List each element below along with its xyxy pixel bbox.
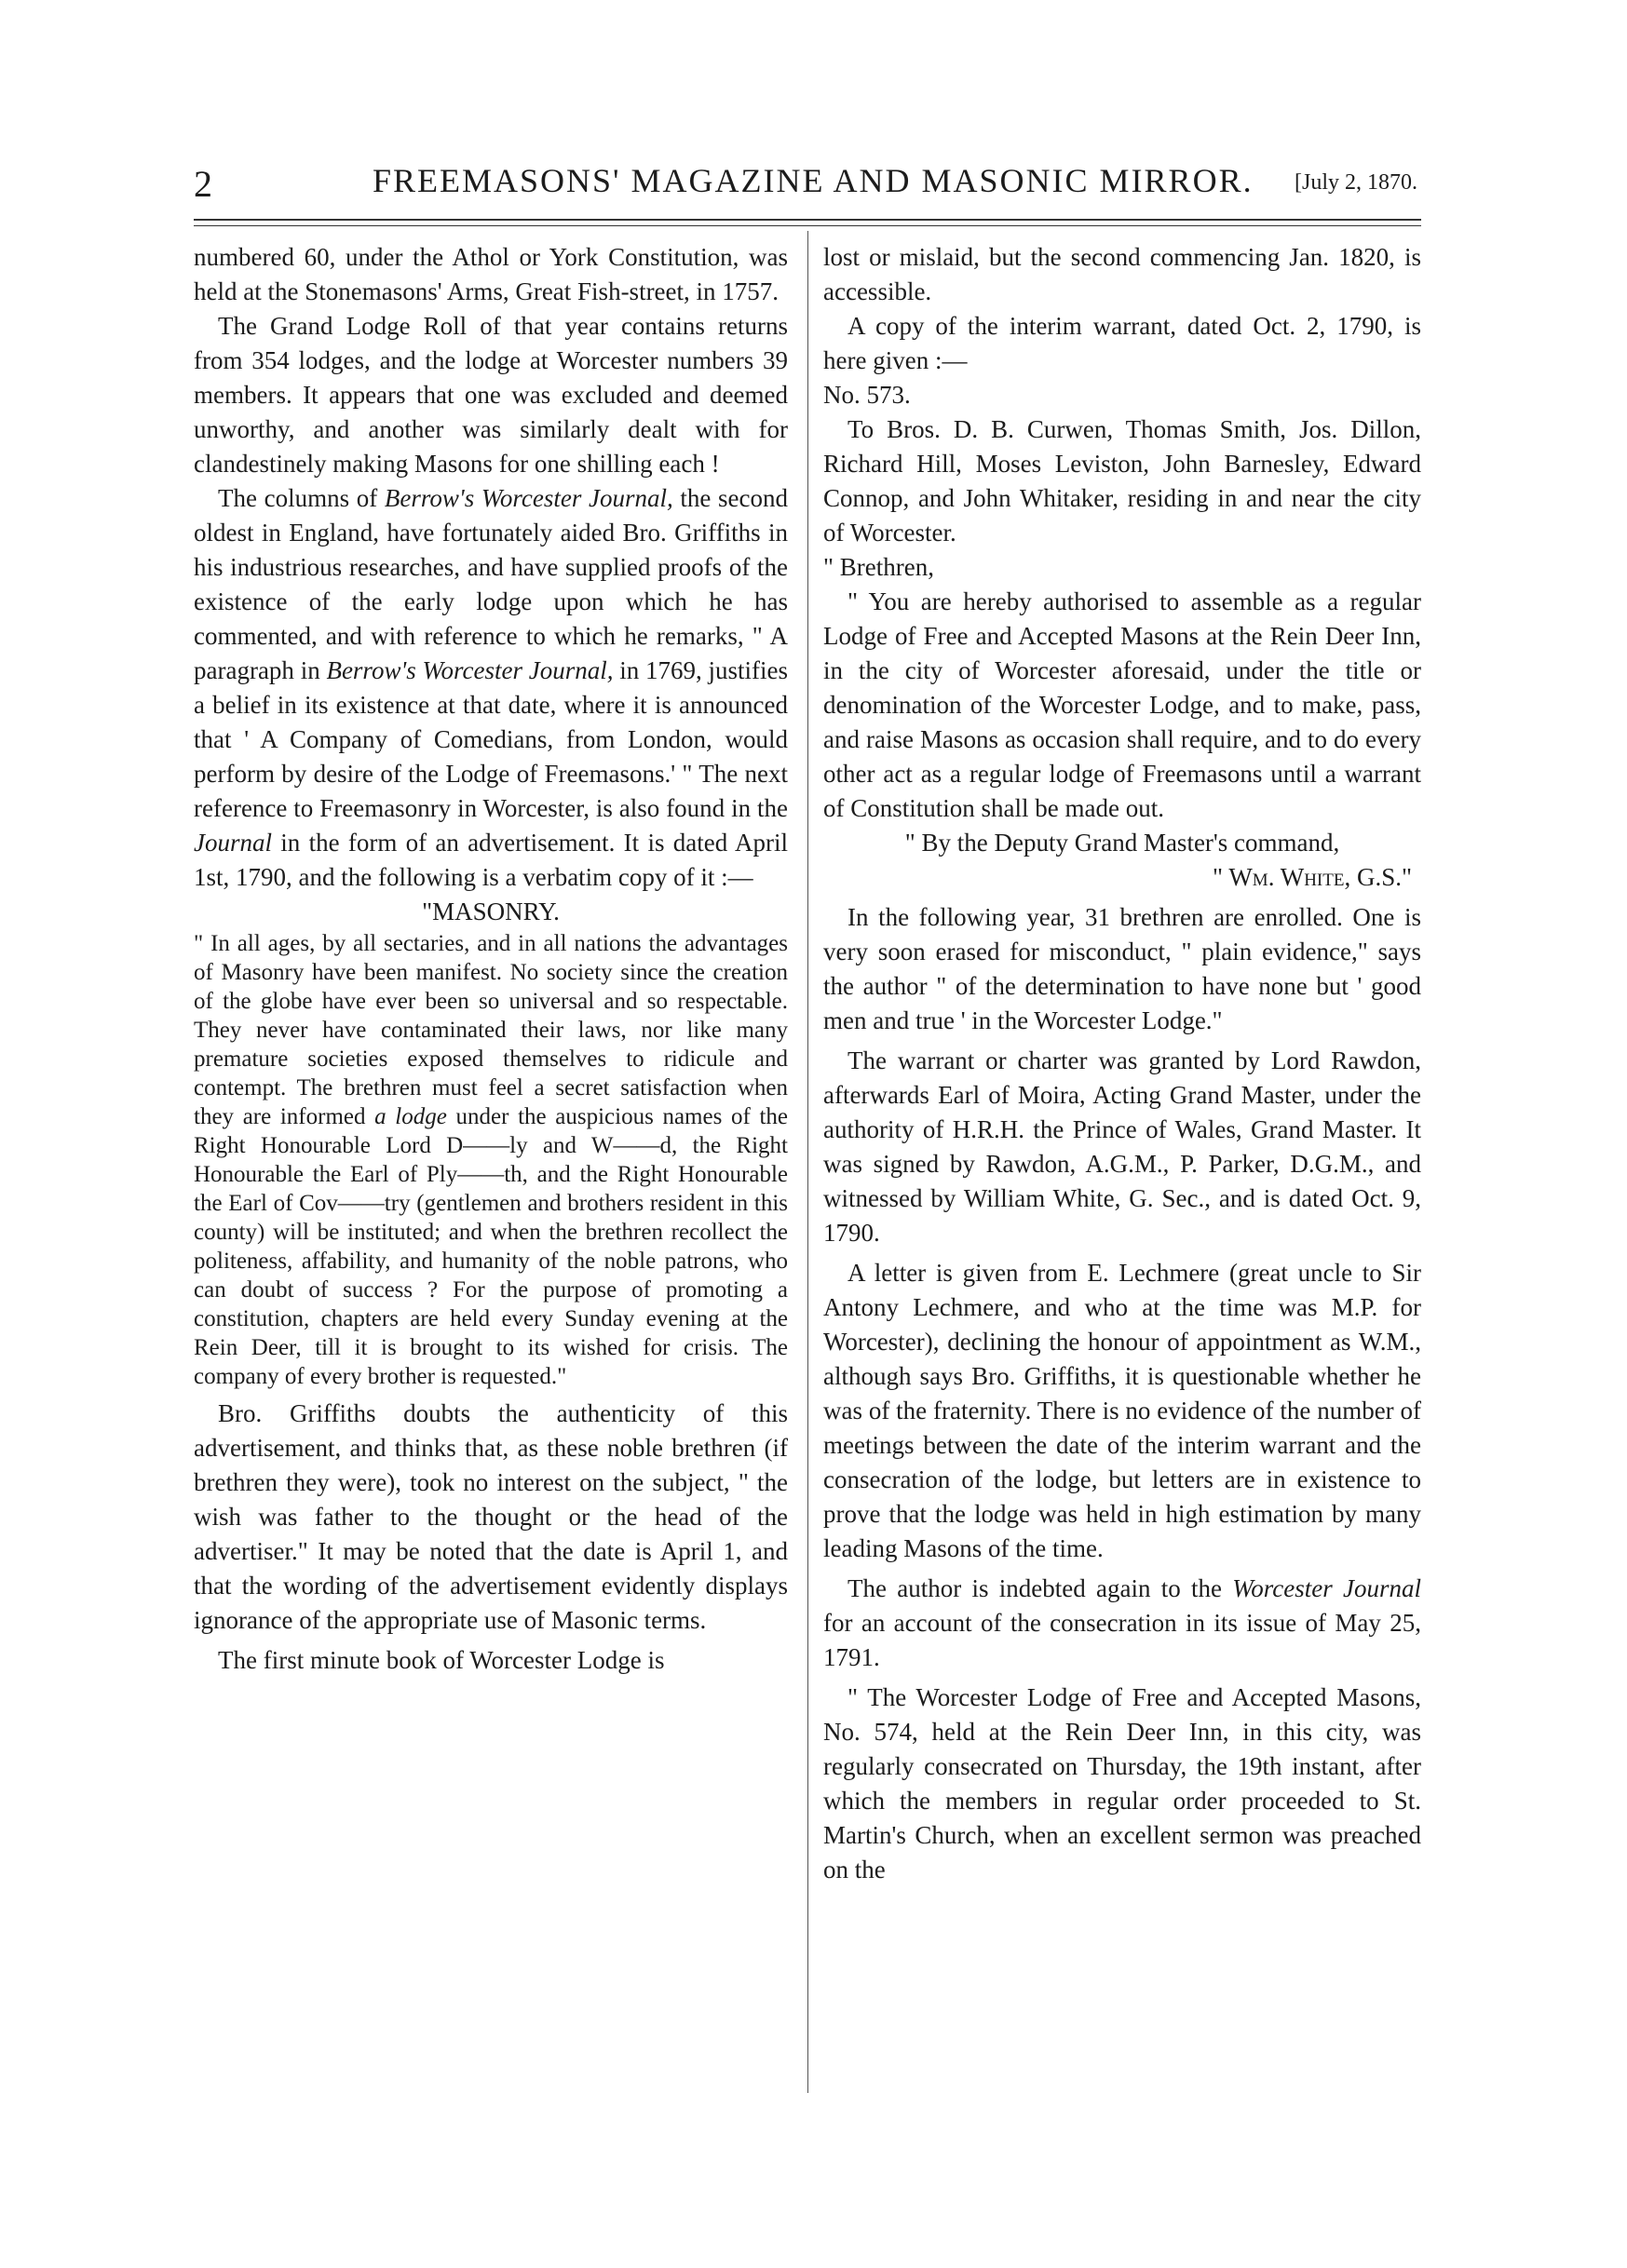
- paragraph: Bro. Griffiths doubts the authenticity of this advertisement, and thinks that, as these noble brethren (if brethren they were), took no interest on the subject, " the wish was father to the thought or the head of the advertiser." It may be noted that the date is April 1, and that the wording of the advertisement evidently displays ignorance of the appropriate use of Masonic terms.: [194, 1399, 788, 1634]
- paragraph: The warrant or charter was granted by Lord Rawdon, afterwards Earl of Moira, Acting Grand Master, under the authority of H.R.H. the Prince of Wales, Grand Master. It was signed by Rawdon, A.G.M., P. Parker, D.G.M., and witnessed by William White, G. Sec., and is dated Oct. 9, 1790.: [823, 1046, 1421, 1247]
- paragraph: A copy of the interim warrant, dated Oct. 2, 1790, is here given :—: [823, 312, 1421, 374]
- paragraph: To Bros. D. B. Curwen, Thomas Smith, Jos. Dillon, Richard Hill, Moses Leviston, John Barnesley, Edward Connop, and John Whitaker, residing in and near the city of Worcester.: [823, 415, 1421, 547]
- warrant-number: No. 573.: [823, 381, 911, 409]
- paragraph: The author is indebted again to the Worcester Journal for an account of the consecration in its issue of May 25, 1791.: [823, 1574, 1421, 1671]
- paragraph: The Grand Lodge Roll of that year contains returns from 354 lodges, and the lodge at Worcester numbers 39 members. It appears that one was excluded and deemed unworthy, and another was similarly dealt with for clandestinely making Masons for one shilling each !: [194, 312, 788, 478]
- paragraph: lost or mislaid, but the second commencing Jan. 1820, is accessible.: [823, 243, 1421, 305]
- paragraph: The first minute book of Worcester Lodge is: [218, 1646, 665, 1674]
- salutation: " Brethren,: [823, 553, 934, 581]
- advertisement-text: [194, 929, 788, 1391]
- running-head: FREEMASONS' MAGAZINE AND MASONIC MIRROR.: [373, 162, 1254, 199]
- command-line: " By the Deputy Grand Master's command,: [904, 829, 1340, 857]
- column-divider: [807, 231, 808, 2093]
- paragraph: numbered 60, under the Athol or York Constitution, was held at the Stonemasons' Arms, Great Fish-street, in 1757.: [194, 243, 788, 305]
- paragraph: " You are hereby authorised to assemble as a regular Lodge of Free and Accepted Masons at the Rein Deer Inn, in the city of Worcester aforesaid, under the title or denomination of the Worcester Lodge, and to make, pass, and raise Masons as occasion shall require, and to do every other act as a regular lodge of Freemasons until a warrant of Constitution shall be made out.: [823, 587, 1421, 822]
- paragraph: " The Worcester Lodge of Free and Accepted Masons, No. 574, held at the Rein Deer Inn, in this city, was regularly consecrated on Thursday, the 19th instant, after which the members in regular order proceeded to St. Martin's Church, when an excellent sermon was preached on the: [823, 1683, 1421, 1883]
- signature: " Wm. White, G.S.": [1213, 863, 1412, 891]
- right-column: [823, 240, 1421, 1887]
- paragraph: In the following year, 31 brethren are enrolled. One is very soon erased for misconduct, " plain evidence," says the author " of the determination to have none but ' good men and true ' in the Worcester Lodge.": [823, 903, 1421, 1034]
- paragraph: A letter is given from E. Lechmere (great uncle to Sir Antony Lechmere, and who at the time was M.P. for Worcester), declining the honour of appointment as W.M., although says Bro. Griffiths, it is questionable whether he was of the fraternity. There is no evidence of the number of meetings between the date of the interim warrant and the consecration of the lodge, but letters are in existence to prove that the lodge was held in high estimation by many leading Masons of the time.: [823, 1259, 1421, 1562]
- advertisement-heading: "MASONRY.: [422, 898, 560, 925]
- header-rule-thin: [194, 225, 1421, 226]
- left-column: [194, 240, 788, 1678]
- paragraph: " In all ages, by all sectaries, and in all nations the advantages of Masonry have been manifest. No society since the creation of the globe have ever been so universal and so respectable. They never have contaminated their laws, nor like many premature societies exposed themselves to ridicule and contempt. The brethren must feel a secret satisfaction when they are informed a lodge under the auspicious names of the Right Honourable Lord D——ly and W——d, the Right Honourable the Earl of Ply——th, and the Right Honourable the Earl of Cov——try (gentlemen and brothers resident in this county) will be instituted; and when the brethren recollect the politeness, affability, and humanity of the noble patrons, who can doubt of success ? For the purpose of promoting a constitution, chapters are held every Sunday evening at the Rein Deer, till it is brought to its wished for crisis. The company of every brother is requested.": [194, 931, 788, 1389]
- paragraph: The columns of Berrow's Worcester Journal, the second oldest in England, have fortunately aided Bro. Griffiths in his industrious researches, and have supplied proofs of the existence of the early lodge upon which he has commented, and with reference to which he remarks, " A paragraph in Berrow's Worcester Journal, in 1769, justifies a belief in its existence at that date, where it is announced that ' A Company of Comedians, from London, would perform by desire of the Lodge of Freemasons.' " The next reference to Freemasonry in Worcester, is also found in the Journal in the form of an advertisement. It is dated April 1st, 1790, and the following is a verbatim copy of it :—: [194, 484, 789, 891]
- issue-date: [July 2, 1870.: [1295, 170, 1417, 195]
- page-number: 2: [194, 163, 212, 205]
- header-rule-thick: [194, 219, 1421, 221]
